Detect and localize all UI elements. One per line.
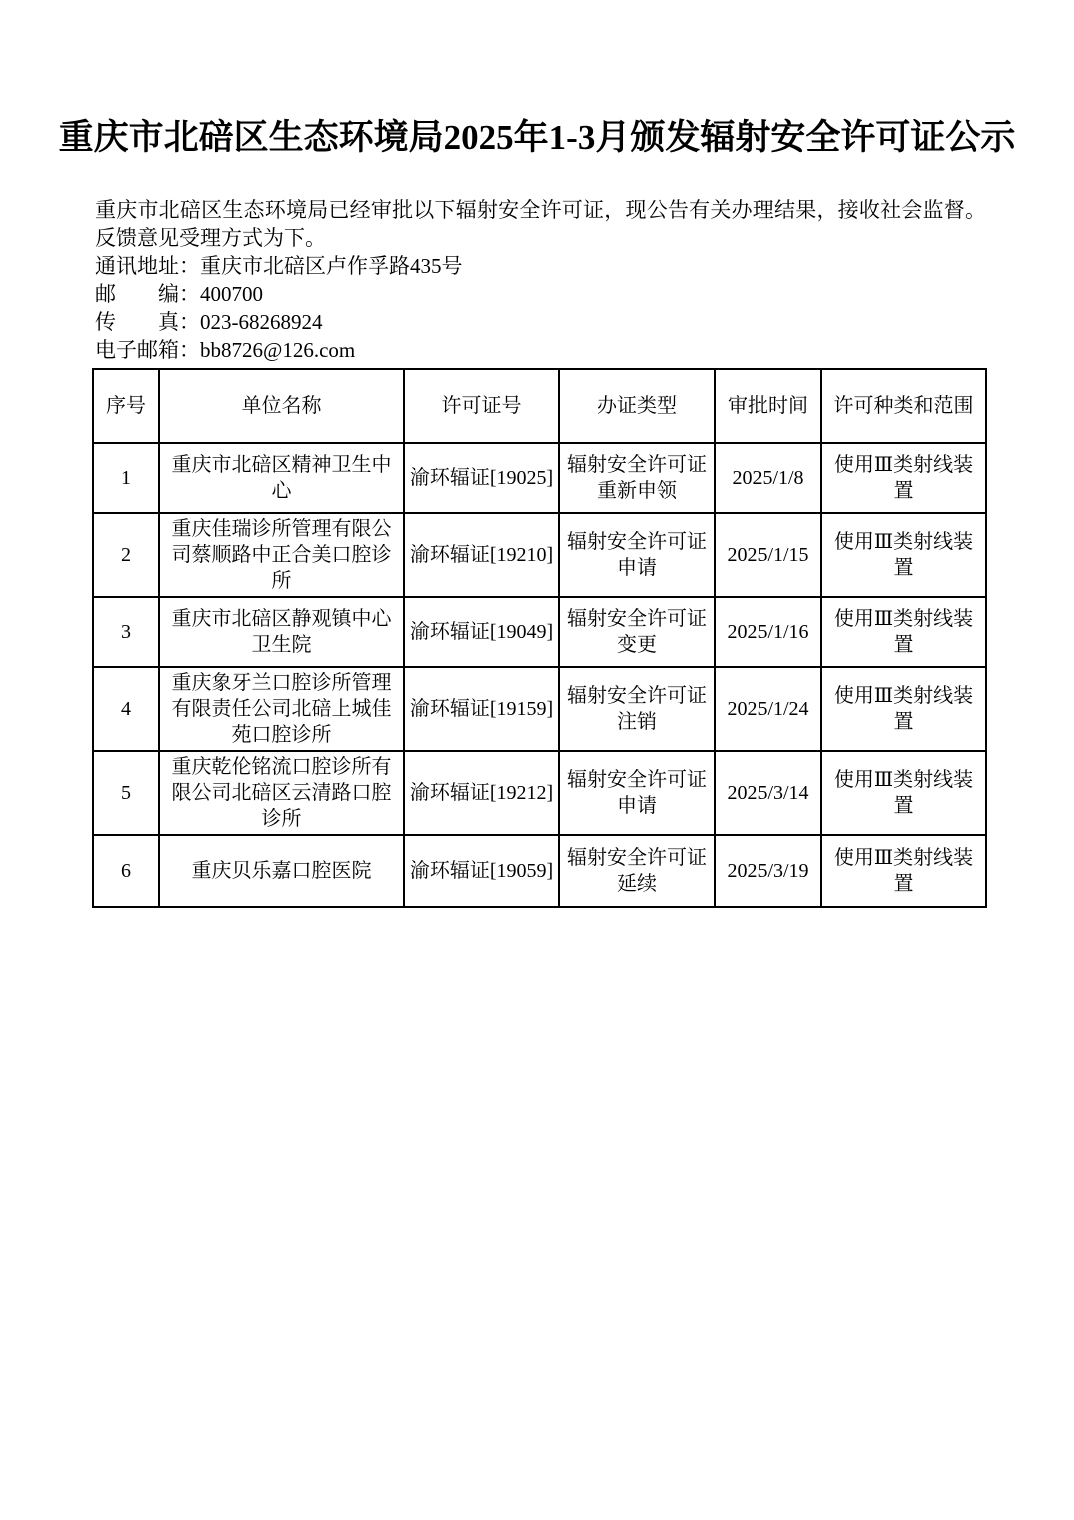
cell-approval-date: 2025/1/15 [715, 513, 821, 597]
table-row-3 [93, 597, 986, 667]
table-row-5 [93, 751, 986, 835]
table-row-4 [93, 667, 986, 751]
cell-apply-type: 辐射安全许可证申请 [559, 513, 715, 597]
table-row-2 [93, 513, 986, 597]
permits-table [92, 368, 987, 908]
cell-apply-type: 辐射安全许可证注销 [559, 667, 715, 751]
cell-license-scope: 使用Ⅲ类射线装置 [821, 513, 986, 597]
contact-line-address [95, 252, 986, 280]
table-row-1 [93, 443, 986, 513]
cell-license-no: 渝环辐证[19159] [404, 667, 559, 751]
header-license-no: 许可证号 [404, 369, 559, 443]
header-license-scope: 许可种类和范围 [821, 369, 986, 443]
cell-approval-date: 2025/3/19 [715, 835, 821, 907]
contact-label-email: 电子邮箱： [95, 338, 200, 362]
header-unit-name: 单位名称 [159, 369, 404, 443]
header-index: 序号 [93, 369, 159, 443]
cell-license-no: 渝环辐证[19049] [404, 597, 559, 667]
cell-approval-date: 2025/3/14 [715, 751, 821, 835]
cell-index: 2 [93, 513, 159, 597]
cell-unit-name: 重庆乾伦铭流口腔诊所有限公司北碚区云清路口腔诊所 [159, 751, 404, 835]
cell-index: 4 [93, 667, 159, 751]
cell-approval-date: 2025/1/8 [715, 443, 821, 513]
cell-license-no: 渝环辐证[19212] [404, 751, 559, 835]
cell-license-scope: 使用Ⅲ类射线装置 [821, 751, 986, 835]
contact-value-email: bb8726@126.com [200, 338, 356, 362]
cell-unit-name: 重庆市北碚区精神卫生中心 [159, 443, 404, 513]
header-approval-date: 审批时间 [715, 369, 821, 443]
cell-unit-name: 重庆佳瑞诊所管理有限公司蔡顺路中正合美口腔诊所 [159, 513, 404, 597]
cell-index: 5 [93, 751, 159, 835]
contact-label-postcode: 邮 编： [95, 282, 200, 306]
contact-line-postcode [95, 280, 986, 308]
cell-license-scope: 使用Ⅲ类射线装置 [821, 597, 986, 667]
contact-value-address: 重庆市北碚区卢作孚路435号 [200, 254, 463, 278]
cell-apply-type: 辐射安全许可证变更 [559, 597, 715, 667]
cell-apply-type: 辐射安全许可证延续 [559, 835, 715, 907]
cell-license-scope: 使用Ⅲ类射线装置 [821, 667, 986, 751]
cell-approval-date: 2025/1/24 [715, 667, 821, 751]
cell-index: 1 [93, 443, 159, 513]
contact-value-fax: 023-68268924 [200, 310, 323, 334]
cell-license-no: 渝环辐证[19210] [404, 513, 559, 597]
contact-label-address: 通讯地址： [95, 254, 200, 278]
cell-approval-date: 2025/1/16 [715, 597, 821, 667]
contact-line-email [95, 336, 986, 364]
cell-license-scope: 使用Ⅲ类射线装置 [821, 443, 986, 513]
intro-paragraph: 重庆市北碚区生态环境局已经审批以下辐射安全许可证，现公告有关办理结果，接收社会监督。反馈意见受理方式为下。 [95, 198, 986, 250]
table-header-row [93, 369, 986, 443]
header-apply-type: 办证类型 [559, 369, 715, 443]
cell-license-scope: 使用Ⅲ类射线装置 [821, 835, 986, 907]
cell-unit-name: 重庆贝乐嘉口腔医院 [159, 835, 404, 907]
contact-value-postcode: 400700 [200, 282, 263, 306]
cell-index: 6 [93, 835, 159, 907]
cell-license-no: 渝环辐证[19059] [404, 835, 559, 907]
contact-line-fax [95, 308, 986, 336]
page-title: 重庆市北碚区生态环境局2025年1-3月颁发辐射安全许可证公示 [58, 118, 1016, 157]
cell-apply-type: 辐射安全许可证申请 [559, 751, 715, 835]
cell-unit-name: 重庆象牙兰口腔诊所管理有限责任公司北碚上城佳苑口腔诊所 [159, 667, 404, 751]
contact-info [95, 252, 986, 364]
contact-label-fax: 传 真： [95, 310, 200, 334]
cell-license-no: 渝环辐证[19025] [404, 443, 559, 513]
cell-index: 3 [93, 597, 159, 667]
cell-apply-type: 辐射安全许可证重新申领 [559, 443, 715, 513]
table-row-6 [93, 835, 986, 907]
cell-unit-name: 重庆市北碚区静观镇中心卫生院 [159, 597, 404, 667]
